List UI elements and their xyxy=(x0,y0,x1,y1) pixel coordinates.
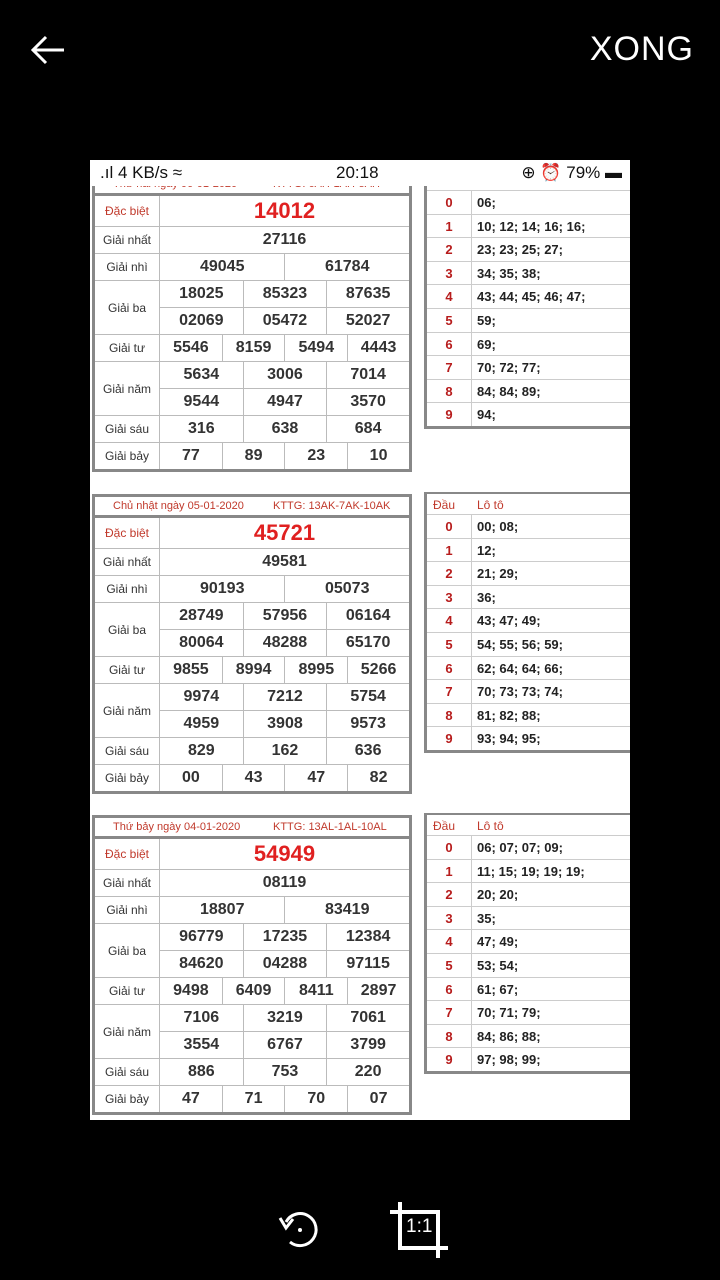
prize-number: 4959 xyxy=(160,711,244,738)
prize-number: 71 xyxy=(222,1086,285,1114)
prize-number: 8994 xyxy=(222,657,285,684)
prize-number: 00 xyxy=(160,765,223,793)
loto-row xyxy=(427,882,630,906)
prize-number: 162 xyxy=(243,738,327,765)
loto-head-digit: 6 xyxy=(445,660,453,676)
prize-number: 14012 xyxy=(160,195,411,227)
loto-row xyxy=(427,332,630,356)
loto-row xyxy=(427,237,630,261)
prize-label: Giải năm xyxy=(94,1005,160,1059)
loto-row xyxy=(427,835,630,859)
prize-number: 08119 xyxy=(160,870,411,897)
loto-row xyxy=(427,514,630,538)
prize-number: 27116 xyxy=(160,227,411,254)
loto-values: 54; 55; 56; 59; xyxy=(477,636,563,652)
prize-label: Giải sáu xyxy=(94,1059,160,1086)
loto-table xyxy=(424,813,630,1074)
prize-label: Giải năm xyxy=(94,684,160,738)
network-status: .ıl 4 KB/s ≈ xyxy=(100,163,183,182)
loto-head-digit: 8 xyxy=(445,383,453,399)
prize-number: 8995 xyxy=(285,657,348,684)
prize-number: 316 xyxy=(160,416,244,443)
prize-number: 5494 xyxy=(285,335,348,362)
prize-number: 9573 xyxy=(327,711,411,738)
loto-values: 81; 82; 88; xyxy=(477,707,541,723)
loto-row xyxy=(427,402,630,426)
loto-values: 12; xyxy=(477,542,496,558)
prize-label: Giải tư xyxy=(94,335,160,362)
prize-number: 18807 xyxy=(160,897,285,924)
loto-row xyxy=(427,1000,630,1024)
loto-head-digit: 2 xyxy=(445,566,453,582)
loto-head-digit: 5 xyxy=(445,636,453,652)
prize-number: 06164 xyxy=(327,603,411,630)
prize-number: 8159 xyxy=(222,335,285,362)
result-block xyxy=(92,172,412,472)
prize-number: 61784 xyxy=(285,254,411,281)
prize-label: Giải sáu xyxy=(94,416,160,443)
prize-number: 17235 xyxy=(243,924,327,951)
loto-row xyxy=(427,214,630,238)
loto-row xyxy=(427,261,630,285)
loto-values: 84; 86; 88; xyxy=(477,1028,541,1044)
loto-label: Lô tô xyxy=(477,819,504,833)
prize-number: 753 xyxy=(243,1059,327,1086)
loto-row xyxy=(427,561,630,585)
prize-label: Giải nhì xyxy=(94,897,160,924)
prize-number: 8411 xyxy=(285,978,348,1005)
prize-number: 05472 xyxy=(243,308,327,335)
loto-head-digit: 3 xyxy=(445,589,453,605)
block-header xyxy=(92,494,412,515)
loto-head-digit: 9 xyxy=(445,407,453,423)
loto-row xyxy=(427,1047,630,1071)
loto-values: 21; 29; xyxy=(477,566,519,582)
loto-values: 43; 47; 49; xyxy=(477,613,541,629)
loto-head-digit: 1 xyxy=(445,218,453,234)
prize-number: 70 xyxy=(285,1086,348,1114)
prize-number: 9498 xyxy=(160,978,223,1005)
loto-row xyxy=(427,190,630,214)
loto-row xyxy=(427,929,630,953)
prize-label: Giải nhất xyxy=(94,227,160,254)
prize-number: 07 xyxy=(348,1086,411,1114)
crop-button[interactable] xyxy=(388,1200,452,1260)
prize-number: 97115 xyxy=(327,951,411,978)
loto-head-digit: 0 xyxy=(445,840,453,855)
prize-number: 54949 xyxy=(160,838,411,870)
loto-head-digit: 1 xyxy=(445,863,453,879)
prize-number: 87635 xyxy=(327,281,411,308)
loto-values: 00; 08; xyxy=(477,519,519,534)
prize-number: 83419 xyxy=(285,897,411,924)
prize-number: 49581 xyxy=(160,549,411,576)
loto-values: 70; 71; 79; xyxy=(477,1005,541,1021)
prize-label: Giải nhì xyxy=(94,254,160,281)
loto-head-digit: 7 xyxy=(445,1005,453,1021)
loto-head-digit: 8 xyxy=(445,1028,453,1044)
result-table xyxy=(92,193,412,472)
loto-header xyxy=(427,813,630,835)
prize-number: 96779 xyxy=(160,924,244,951)
prize-number: 7212 xyxy=(243,684,327,711)
loto-row xyxy=(427,355,630,379)
loto-values: 61; 67; xyxy=(477,981,519,997)
result-table xyxy=(92,515,412,794)
loto-row xyxy=(427,859,630,883)
prize-number: 4443 xyxy=(348,335,411,362)
loto-values: 47; 49; xyxy=(477,934,519,950)
status-bar xyxy=(90,160,630,186)
loto-values: 69; xyxy=(477,336,496,352)
loto-head-digit: 4 xyxy=(445,934,453,950)
result-block xyxy=(92,494,412,794)
prize-label: Giải tư xyxy=(94,978,160,1005)
prize-label: Giải nhất xyxy=(94,549,160,576)
prize-number: 47 xyxy=(160,1086,223,1114)
loto-head-digit: 9 xyxy=(445,731,453,747)
prize-label: Giải nhất xyxy=(94,870,160,897)
prize-label: Giải bảy xyxy=(94,1086,160,1114)
rotate-ccw-icon[interactable] xyxy=(272,1200,328,1256)
draw-code: KTTG: 13AK-7AK-10AK xyxy=(273,500,391,512)
prize-number: 3554 xyxy=(160,1032,244,1059)
loto-row xyxy=(427,585,630,609)
prize-number: 65170 xyxy=(327,630,411,657)
loto-head-digit: 5 xyxy=(445,957,453,973)
prize-number: 47 xyxy=(285,765,348,793)
prize-label: Đặc biệt xyxy=(94,517,160,549)
prize-label: Đặc biệt xyxy=(94,195,160,227)
prize-number: 3570 xyxy=(327,389,411,416)
loto-row xyxy=(427,977,630,1001)
loto-head-digit: 3 xyxy=(445,910,453,926)
prize-number: 85323 xyxy=(243,281,327,308)
loto-head-digit: 8 xyxy=(445,707,453,723)
screenshot-image xyxy=(90,160,630,1120)
loto-row xyxy=(427,703,630,727)
prize-label: Giải ba xyxy=(94,603,160,657)
dau-label: Đầu xyxy=(433,819,456,833)
prize-number: 636 xyxy=(327,738,411,765)
loto-values: 59; xyxy=(477,312,496,328)
prize-label: Giải ba xyxy=(94,924,160,978)
prize-number: 3908 xyxy=(243,711,327,738)
prize-number: 5634 xyxy=(160,362,244,389)
loto-values: 06; xyxy=(477,195,496,210)
prize-number: 84620 xyxy=(160,951,244,978)
prize-number: 82 xyxy=(348,765,411,793)
loto-values: 10; 12; 14; 16; 16; xyxy=(477,218,586,234)
loto-head-digit: 6 xyxy=(445,981,453,997)
bottom-toolbar xyxy=(0,1180,720,1280)
prize-number: 52027 xyxy=(327,308,411,335)
loto-table xyxy=(424,168,630,429)
prize-number: 23 xyxy=(285,443,348,471)
loto-head-digit: 4 xyxy=(445,289,453,305)
loto-values: 62; 64; 64; 66; xyxy=(477,660,563,676)
loto-row xyxy=(427,656,630,680)
prize-number: 02069 xyxy=(160,308,244,335)
prize-number: 3219 xyxy=(243,1005,327,1032)
loto-row xyxy=(427,538,630,562)
prize-number: 5754 xyxy=(327,684,411,711)
prize-number: 9855 xyxy=(160,657,223,684)
loto-values: 70; 73; 73; 74; xyxy=(477,684,563,700)
prize-number: 7014 xyxy=(327,362,411,389)
prize-label: Giải nhì xyxy=(94,576,160,603)
loto-row xyxy=(427,1024,630,1048)
prize-number: 5546 xyxy=(160,335,223,362)
prize-label: Đặc biệt xyxy=(94,838,160,870)
prize-number: 2897 xyxy=(348,978,411,1005)
loto-values: 20; 20; xyxy=(477,887,519,903)
result-block xyxy=(92,815,412,1115)
loto-row xyxy=(427,953,630,977)
prize-number: 886 xyxy=(160,1059,244,1086)
loto-values: 11; 15; 19; 19; 19; xyxy=(477,863,585,879)
prize-number: 05073 xyxy=(285,576,411,603)
loto-head-digit: 1 xyxy=(445,542,453,558)
loto-values: 97; 98; 99; xyxy=(477,1052,541,1068)
prize-number: 57956 xyxy=(243,603,327,630)
prize-number: 6767 xyxy=(243,1032,327,1059)
loto-head-digit: 0 xyxy=(445,519,453,534)
battery-status: ⊕ ⏰ 79% ▬ xyxy=(521,163,622,182)
prize-label: Giải tư xyxy=(94,657,160,684)
prize-number: 48288 xyxy=(243,630,327,657)
loto-head-digit: 6 xyxy=(445,336,453,352)
prize-label: Giải bảy xyxy=(94,443,160,471)
loto-values: 53; 54; xyxy=(477,957,519,973)
loto-values: 06; 07; 07; 09; xyxy=(477,840,563,855)
done-button[interactable]: XONG xyxy=(589,30,694,68)
loto-head-digit: 2 xyxy=(445,242,453,258)
loto-row xyxy=(427,284,630,308)
loto-values: 70; 72; 77; xyxy=(477,360,541,376)
draw-code: KTTG: 13AL-1AL-10AL xyxy=(273,821,387,833)
prize-number: 89 xyxy=(222,443,285,471)
prize-number: 684 xyxy=(327,416,411,443)
prize-number: 829 xyxy=(160,738,244,765)
block-header xyxy=(92,815,412,836)
prize-number: 28749 xyxy=(160,603,244,630)
loto-row xyxy=(427,906,630,930)
prize-number: 9974 xyxy=(160,684,244,711)
loto-values: 94; xyxy=(477,407,496,423)
prize-number: 10 xyxy=(348,443,411,471)
loto-head-digit: 7 xyxy=(445,360,453,376)
prize-number: 638 xyxy=(243,416,327,443)
prize-number: 77 xyxy=(160,443,223,471)
loto-row xyxy=(427,379,630,403)
top-bar xyxy=(0,0,720,100)
prize-number: 9544 xyxy=(160,389,244,416)
prize-number: 220 xyxy=(327,1059,411,1086)
prize-number: 3006 xyxy=(243,362,327,389)
loto-head-digit: 4 xyxy=(445,613,453,629)
loto-label: Lô tô xyxy=(477,498,504,512)
prize-number: 49045 xyxy=(160,254,285,281)
prize-number: 18025 xyxy=(160,281,244,308)
prize-label: Giải bảy xyxy=(94,765,160,793)
dau-label: Đầu xyxy=(433,498,456,512)
loto-table xyxy=(424,492,630,753)
loto-head-digit: 7 xyxy=(445,684,453,700)
loto-values: 84; 84; 89; xyxy=(477,383,541,399)
loto-values: 35; xyxy=(477,910,496,926)
prize-number: 3799 xyxy=(327,1032,411,1059)
loto-head-digit: 9 xyxy=(445,1052,453,1068)
draw-date: Thứ bảy ngày 04-01-2020 xyxy=(113,821,241,833)
loto-row xyxy=(427,608,630,632)
prize-label: Giải năm xyxy=(94,362,160,416)
prize-number: 6409 xyxy=(222,978,285,1005)
prize-number: 45721 xyxy=(160,517,411,549)
loto-row xyxy=(427,679,630,703)
loto-head-digit: 0 xyxy=(445,195,453,210)
loto-values: 36; xyxy=(477,589,496,605)
loto-row xyxy=(427,632,630,656)
prize-number: 43 xyxy=(222,765,285,793)
crop-ratio-label: 1:1 xyxy=(406,1216,433,1237)
prize-number: 90193 xyxy=(160,576,285,603)
loto-row xyxy=(427,308,630,332)
prize-number: 7106 xyxy=(160,1005,244,1032)
loto-head-digit: 3 xyxy=(445,265,453,281)
prize-number: 80064 xyxy=(160,630,244,657)
loto-values: 43; 44; 45; 46; 47; xyxy=(477,289,586,305)
loto-values: 34; 35; 38; xyxy=(477,265,541,281)
prize-number: 12384 xyxy=(327,924,411,951)
prize-label: Giải ba xyxy=(94,281,160,335)
loto-head-digit: 2 xyxy=(445,887,453,903)
prize-label: Giải sáu xyxy=(94,738,160,765)
prize-number: 7061 xyxy=(327,1005,411,1032)
status-time: 20:18 xyxy=(336,163,379,182)
draw-date: Chủ nhật ngày 05-01-2020 xyxy=(113,500,244,512)
loto-header xyxy=(427,492,630,514)
prize-number: 5266 xyxy=(348,657,411,684)
loto-head-digit: 5 xyxy=(445,312,453,328)
result-table xyxy=(92,836,412,1115)
prize-number: 4947 xyxy=(243,389,327,416)
loto-row xyxy=(427,726,630,750)
back-arrow-icon[interactable] xyxy=(28,30,68,70)
loto-values: 93; 94; 95; xyxy=(477,731,541,747)
loto-values: 23; 23; 25; 27; xyxy=(477,242,563,258)
prize-number: 04288 xyxy=(243,951,327,978)
